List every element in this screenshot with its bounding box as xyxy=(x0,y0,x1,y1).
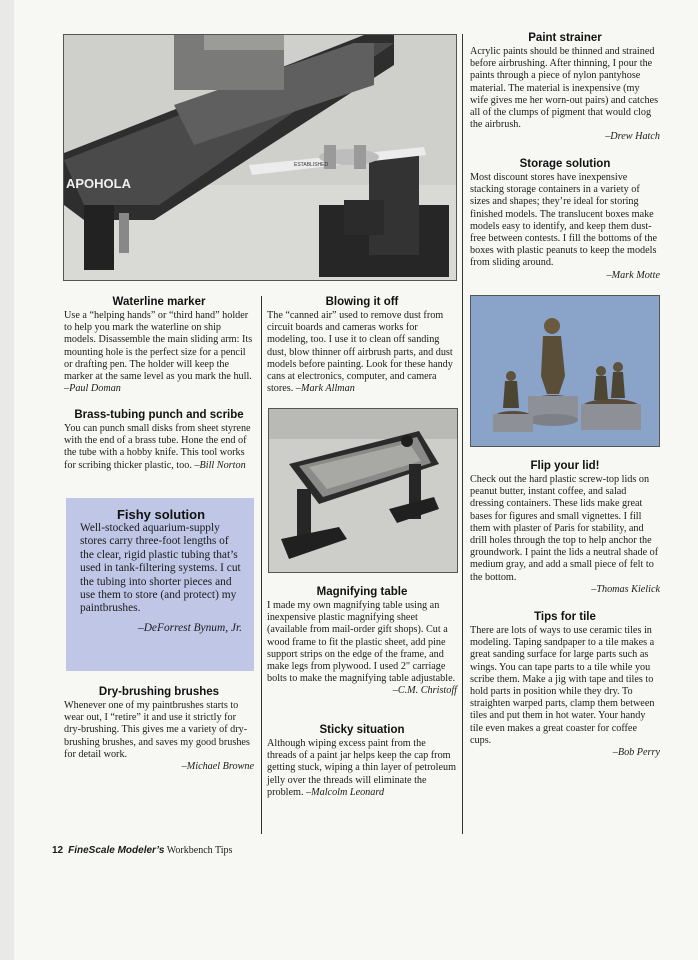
tip-title: Flip your lid! xyxy=(530,460,600,472)
figures-on-lids-photo xyxy=(470,295,660,447)
tip-body: There are lots of ways to use ceramic tiles in modeling. Taping sandpaper to a tile makes a great sanding surface for large parts such as wings. You can tape parts to a tile while you scribe them. Make a jig with tape and tiles to hold parts in position while they dry. To straighten warped parts, clamp them between tiles and put them in hot water. Your handy tile even makes a great coaster for coffee cups. xyxy=(470,625,655,746)
tip-title: Paint strainer xyxy=(528,32,602,44)
tip-blowing-it-off xyxy=(267,296,457,395)
magnifying-table-illustration xyxy=(269,409,457,572)
tip-dry-brushing xyxy=(64,686,254,773)
tip-body: Although wiping excess paint from the threads of a paint jar helps keep the cap from getting stuck, wiping a thin layer of petroleum jelly over the threads will eliminate the problem. –Malcolm Leonard xyxy=(267,738,456,798)
ship-model-photo xyxy=(63,34,457,281)
tip-title: Dry-brushing brushes xyxy=(98,686,220,698)
tip-title: Brass-tubing punch and scribe xyxy=(74,409,244,421)
tip-title: Magnifying table xyxy=(316,586,408,598)
column-divider-left xyxy=(261,296,262,834)
tip-author: –Mark Allman xyxy=(295,383,355,395)
tip-author: –Malcolm Leonard xyxy=(306,786,385,798)
tip-paint-strainer xyxy=(470,32,660,144)
tip-author: –Paul Doman xyxy=(64,383,121,395)
sidebar-body: Well-stocked aquarium-supply stores carry three-foot lengths of the clear, rigid plastic tubing that’s used in tank-filtering systems. I cut the tubing into shorter pieces and use them to store (and protect) my paintbrushes. xyxy=(80,522,241,615)
figures-illustration xyxy=(471,296,659,446)
tip-body: Whenever one of my paintbrushes starts to wear out, I “retire” it and use it strictly for dry-brushing. This gives me a variety of dry-brushing brushes, and saves my good brushes for detail work. xyxy=(64,700,250,760)
tip-body: Check out the hard plastic screw-top lids on peanut butter, instant coffee, and salad dressing containers. These lids make great bases for figures and small vignettes. I fill them with plaster of Paris for stability, and drill holes through the top to help anchor the groundwork. I paint the lids a neutral shade of medium gray, and add a small piece of felt to the bottom. xyxy=(470,474,659,583)
tip-body: Acrylic paints should be thinned and strained before airbrushing. After thinning, I pour the paints through a piece of nylon pantyhose material. The material is inexpensive (my wife gives me her worn-out pairs) and catches all of the clumps of pigment that would clog the airbrush. xyxy=(470,46,659,131)
tip-author: –Bill Norton xyxy=(194,459,246,471)
tip-body: You can punch small disks from sheet styrene with the end of a brass tube. Hone the end of the tube with a hobby knife. This tool works for scribing thicker plastic, too. –Bill Norton xyxy=(64,423,251,471)
tip-author: –Mark Motte xyxy=(606,269,660,281)
fishy-solution-sidebar xyxy=(66,498,254,671)
tip-brass-tubing xyxy=(64,409,254,472)
tip-title: Tips for tile xyxy=(534,611,596,623)
ship-illustration xyxy=(64,35,456,280)
tip-author: –Bob Perry xyxy=(612,747,660,759)
tip-waterline-marker xyxy=(64,296,254,395)
tip-author: –C.M. Christoff xyxy=(392,685,457,697)
page-footer xyxy=(52,845,232,856)
page-number: 12 xyxy=(52,845,64,856)
sidebar-author: –DeForrest Bynum, Jr. xyxy=(138,621,242,634)
magnifying-table-photo xyxy=(268,408,458,573)
tip-body: I made my own magnifying table using an inexpensive plastic magnifying sheet (available from mail-order gift shops). Cut a wood frame to fit the plastic sheet, add pine support strips on the edge of the frame, and make legs from plywood. I used 2" carriage bolts to make the magnifying table adjustable. xyxy=(267,600,456,685)
section-name: Workbench Tips xyxy=(166,845,233,856)
tip-title: Blowing it off xyxy=(325,296,399,308)
tip-magnifying-table xyxy=(267,586,457,698)
tip-body: Most discount stores have inexpensive stacking storage containers in a variety of sizes and shapes; they’re ideal for storing finished models. The translucent boxes make models easy to identify, and keep them dust-free between contests. I fill the bottoms of the boxes with plastic peanuts to keep the models from sliding around. xyxy=(470,172,657,269)
sidebar-title: Fishy solution xyxy=(116,507,206,522)
ship-name-text: APOHOLA xyxy=(66,176,131,191)
tip-title: Sticky situation xyxy=(319,724,405,736)
tip-sticky-situation xyxy=(267,724,457,799)
column-divider-right xyxy=(462,34,463,834)
tip-author: –Thomas Kielick xyxy=(591,583,660,595)
tip-author: –Michael Browne xyxy=(181,761,254,773)
tip-author: –Drew Hatch xyxy=(605,131,660,143)
tip-flip-your-lid xyxy=(470,460,660,596)
magazine-name: FineScale Modeler’s xyxy=(68,845,165,856)
boat-small-text: ESTABLISHED xyxy=(294,162,329,168)
tip-tips-for-tile xyxy=(470,611,660,759)
tip-storage-solution xyxy=(470,158,660,282)
tip-body: Use a “helping hands” or “third hand” holder to help you mark the waterline on ship models. Disassemble the main sliding arm: Its mounting hole is the perfect size for a pencil or drafting pen. The holder will keep the marker at the same level as you mark the hull. –Paul Doman xyxy=(64,310,253,395)
tip-title: Waterline marker xyxy=(112,296,206,308)
tip-body: The “canned air” used to remove dust from circuit boards and cameras works for modeling, too. I use it to clean off sanding dust, blow thinner off airbrush parts, and dust models before painting. Look for these handy cans at electronics, computer, and camera stores. –Mark Allman xyxy=(267,310,453,395)
tip-title: Storage solution xyxy=(519,158,611,170)
